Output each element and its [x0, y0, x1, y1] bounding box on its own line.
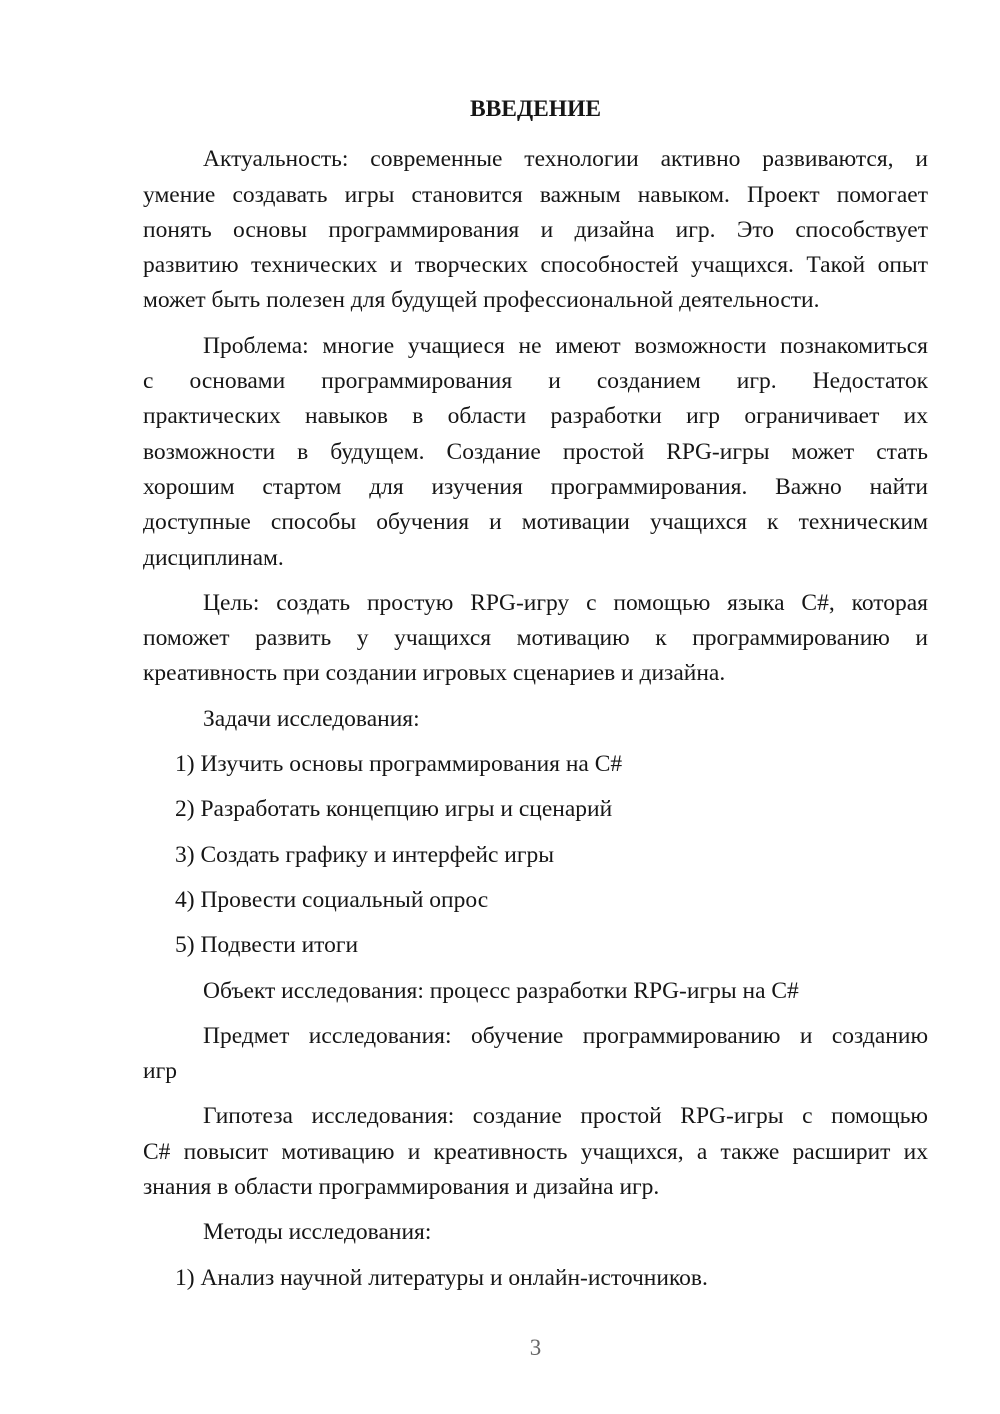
paragraph-line: игр: [143, 1058, 177, 1085]
paragraph-line: Предмет исследования: обучение программированию и созданию: [203, 1022, 928, 1049]
list-item: 4) Провести социальный опрос: [175, 886, 489, 913]
paragraph-line: хорошим стартом для изучения программирования. Важно найти: [143, 473, 928, 500]
list-item: 1) Изучить основы программирования на C#: [175, 751, 623, 778]
paragraph-line: Методы исследования:: [203, 1219, 432, 1246]
paragraph-line: C# повысит мотивацию и креативность учащихся, а также расширит их: [143, 1138, 928, 1165]
paragraph-line: Цель: создать простую RPG-игру с помощью языка C#, которая: [203, 589, 928, 616]
paragraph-hypothesis: [143, 1099, 928, 1205]
paragraph-goal: [143, 586, 928, 692]
paragraph-subject: [143, 1019, 928, 1090]
paragraph-line: возможности в будущем. Создание простой RPG-игры может стать: [143, 438, 928, 465]
tasks-heading: [143, 702, 928, 737]
paragraph-line: Объект исследования: процесс разработки RPG-игры на C#: [203, 977, 799, 1004]
list-item: 1) Анализ научной литературы и онлайн-источников.: [175, 1264, 708, 1291]
task-item-3: [143, 838, 928, 873]
method-item-1: [143, 1261, 928, 1296]
paragraph-line: Задачи исследования:: [203, 705, 420, 732]
paragraph-line: доступные способы обучения и мотивации учащихся к техническим: [143, 509, 928, 536]
page-number: 3: [529, 1335, 542, 1360]
paragraph-line: понять основы программирования и дизайна игр. Это способствует: [143, 216, 928, 243]
paragraph-object: [143, 974, 928, 1009]
paragraph-line: Актуальность: современные технологии активно развиваются, и: [203, 146, 928, 173]
paragraph-line: может быть полезен для будущей профессиональной деятельности.: [143, 287, 820, 314]
page-content: [143, 92, 928, 1296]
list-item: 2) Разработать концепцию игры и сценарий: [175, 796, 613, 823]
paragraph-relevance: [143, 142, 928, 318]
task-item-4: [143, 883, 928, 918]
task-item-1: [143, 747, 928, 782]
paragraph-line: развитию технических и творческих способностей учащихся. Такой опыт: [143, 252, 928, 279]
section-title: ВВЕДЕНИЕ: [469, 96, 602, 122]
paragraph-line: умение создавать игры становится важным навыком. Проект помогает: [143, 181, 928, 208]
list-item: 3) Создать графику и интерфейс игры: [175, 841, 555, 868]
list-item: 5) Подвести итоги: [175, 932, 359, 959]
paragraph-line: с основами программирования и созданием игр. Недостаток: [143, 368, 928, 395]
paragraph-line: знания в области программирования и дизайна игр.: [143, 1174, 660, 1201]
paragraph-line: Гипотеза исследования: создание простой RPG-игры с помощью: [203, 1103, 928, 1130]
paragraph-problem: [143, 329, 928, 576]
paragraph-line: Проблема: многие учащиеся не имеют возможности познакомиться: [203, 332, 928, 359]
task-item-2: [143, 792, 928, 827]
methods-heading: [143, 1215, 928, 1250]
task-item-5: [143, 928, 928, 963]
paragraph-line: практических навыков в области разработки игр ограничивает их: [143, 403, 928, 430]
paragraph-line: креативность при создании игровых сценариев и дизайна.: [143, 660, 726, 687]
paragraph-line: дисциплинам.: [143, 544, 284, 571]
paragraph-line: поможет развить у учащихся мотивацию к программированию и: [143, 625, 928, 652]
